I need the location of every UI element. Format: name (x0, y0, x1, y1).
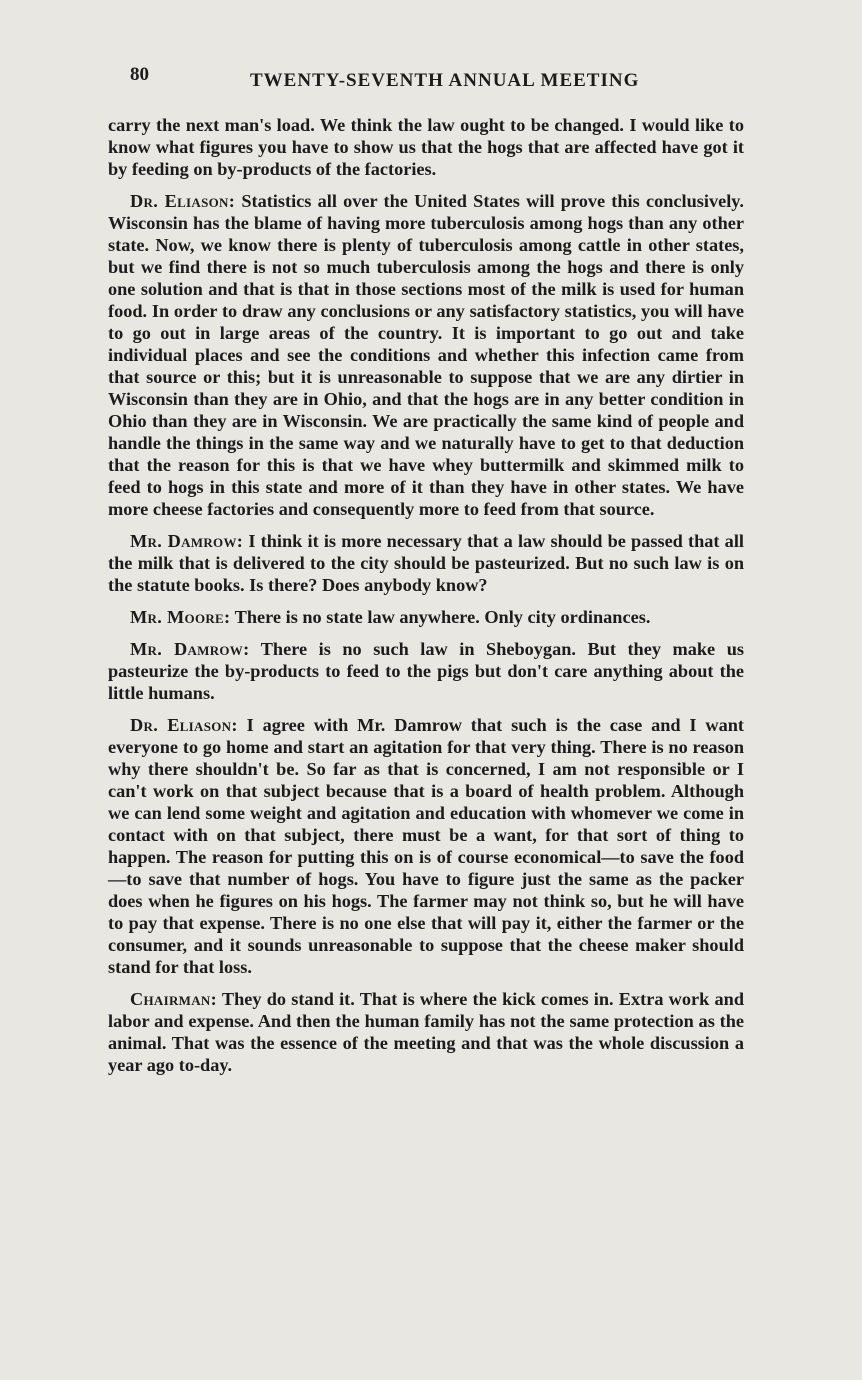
speaker-label: Dr. Eliason: (130, 191, 236, 211)
speaker-label: Mr. Damrow: (130, 531, 244, 551)
paragraph-text: There is no such law in Sheboygan. But they make us pasteurize the by-products to feed to the pigs but don't care anything about the little humans. (108, 639, 744, 703)
speaker-label: Mr. Damrow: (130, 639, 250, 659)
page-header (130, 64, 740, 100)
paragraph-eliason-2 (108, 714, 744, 978)
paragraph-text: Statistics all over the United States will prove this conclusively. Wisconsin has the blame of having more tuberculosis among hogs than any other state. Now, we know there is plenty of tuberculosis among cattle in other states, but we find there is not so much tuberculosis among the hogs and there is only one solution and that is that in those sections most of the milk is used for human food. In order to draw any conclusions or any satisfactory statistics, you will have to go out in large areas of the country. It is important to go out and take individual places and see the conditions and whether this infection came from that source or this; but it is unreasonable to suppose that we are any dirtier in Wisconsin than they are in Ohio, and that the hogs are in any better condition in Ohio than they are in Wisconsin. We are practically the same kind of people and handle the things in the same way and we naturally have to get to that deduction that the reason for this is that we have whey buttermilk and skimmed milk to feed to hogs in this state and more of it than they have in other states. We have more cheese factories and consequently more to feed from that source. (108, 191, 744, 519)
paragraph-text: I agree with Mr. Damrow that such is the case and I want everyone to go home and start an agitation for that very thing. There is no reason why there shouldn't be. So far as that is concerned, I am not responsible or I can't work on that subject because that is a board of health problem. Although we can lend some weight and agitation and education with whomever we come in contact with on that subject, there must be a want, for that sort of thing to happen. The reason for putting this on is of course economical—to save the food—to save that number of hogs. You have to figure just the same as the packer does when he figures on his hogs. The farmer may not think so, but he will have to pay that expense. There is no one else that will pay it, either the farmer or the consumer, and it sounds unreasonable to suppose that the cheese maker should stand for that loss. (108, 715, 744, 977)
paragraph-damrow-2 (108, 638, 744, 704)
paragraph-eliason-1 (108, 190, 744, 520)
page-number: 80 (130, 64, 149, 85)
paragraph-text: carry the next man's load. We think the law ought to be changed. I would like to know what figures you have to show us that the hogs that are affected have got it by feeding on by-products of the factories. (108, 115, 744, 179)
speaker-label: Mr. Moore: (130, 607, 231, 627)
speaker-label: Chairman: (130, 989, 217, 1009)
paragraph-text: I think it is more necessary that a law should be passed that all the milk that is delivered to the city should be pasteurized. But no such law is on the statute books. Is there? Does anybody know? (108, 531, 744, 595)
paragraph-continuation (108, 114, 744, 180)
paragraph-text: There is no state law anywhere. Only city ordinances. (234, 607, 651, 627)
paragraph-chairman (108, 988, 744, 1076)
running-title: TWENTY-SEVENTH ANNUAL MEETING (250, 70, 640, 91)
paragraph-moore (108, 606, 744, 628)
speaker-label: Dr. Eliason: (130, 715, 238, 735)
paragraph-damrow-1 (108, 530, 744, 596)
body-text (108, 114, 744, 1086)
paragraph-text: They do stand it. That is where the kick comes in. Extra work and labor and expense. And then the human family has not the same protection as the animal. That was the essence of the meeting and that was the whole discussion a year ago to-day. (108, 989, 744, 1075)
